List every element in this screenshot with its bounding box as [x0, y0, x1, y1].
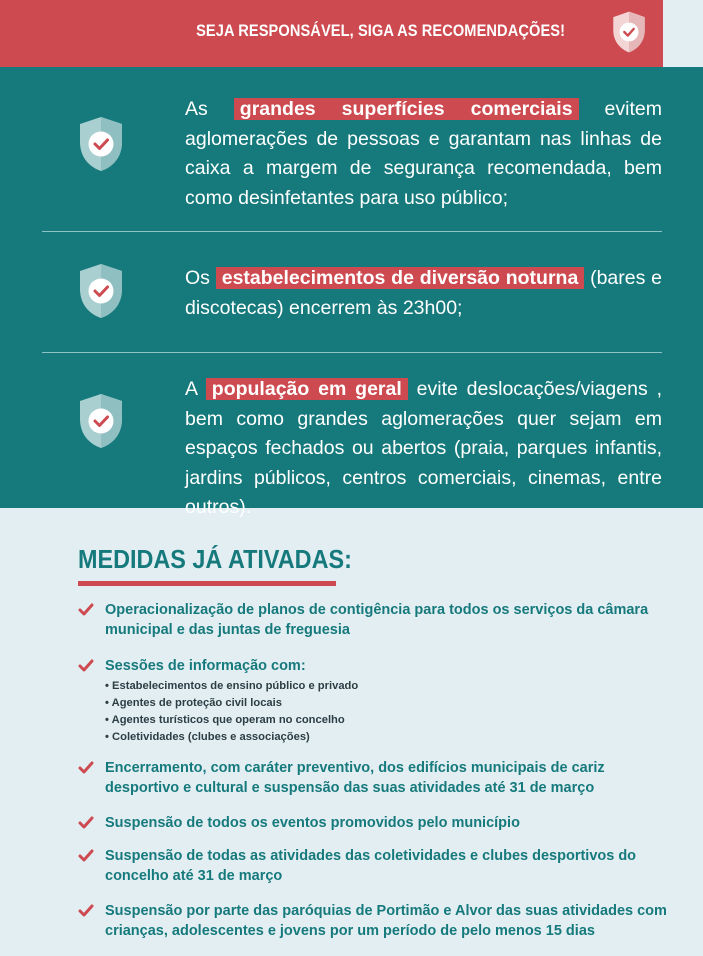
shield-check-icon — [77, 262, 125, 320]
divider — [42, 231, 662, 232]
title-underline — [78, 581, 336, 586]
check-icon — [78, 849, 94, 863]
divider — [42, 352, 662, 353]
top-banner — [0, 0, 663, 67]
measure-item — [78, 814, 678, 834]
sub-list — [105, 678, 678, 746]
measure-text: Operacionalização de planos de contigência para todos os serviços da câmara municipal e das juntas de freguesia — [105, 602, 649, 638]
banner-title: SEJA RESPONSÁVEL, SIGA AS RECOMENDAÇÕES! — [195, 21, 565, 40]
sub-list-item: • Estabelecimentos de ensino público e privado — [105, 678, 678, 695]
check-icon — [78, 816, 94, 830]
measure-item — [78, 847, 678, 886]
recommendation-text: Os estabelecimentos de diversão noturna (bares e discotecas) encerrem às 23h00; — [185, 267, 662, 319]
sub-list-item: • Agentes turísticos que operam no concelho — [105, 712, 678, 729]
shield-check-icon — [77, 115, 125, 173]
measure-item — [78, 902, 678, 941]
highlight: estabelecimentos de diversão noturna — [216, 267, 585, 289]
sub-list-item: • Coletividades (clubes e associações) — [105, 729, 678, 746]
shield-check-icon — [77, 392, 125, 450]
measure-text: Sessões de informação com: — [105, 658, 306, 674]
measure-item — [78, 657, 678, 746]
check-icon — [78, 761, 94, 775]
recommendations-panel — [0, 67, 703, 518]
check-icon — [78, 659, 94, 673]
check-icon — [78, 603, 94, 617]
measure-text: Suspensão de todas as atividades das coletividades e clubes desportivos do concelho até 31 de março — [105, 848, 637, 884]
measures-section — [0, 508, 703, 956]
sub-list-item: • Agentes de proteção civil locais — [105, 695, 678, 712]
shield-check-icon — [610, 10, 648, 54]
recommendation-text: A população em geral evite deslocações/viagens , bem como grandes aglomerações quer sejam em espaços fechados ou abertos (praia, parques infantis, jardins públicos, centros comerciais, cinemas, entre outros). — [185, 378, 662, 518]
measure-item — [78, 601, 678, 640]
measure-item — [78, 759, 678, 798]
check-icon — [78, 904, 94, 918]
measure-text: Encerramento, com caráter preventivo, dos edifícios municipais de cariz desportivo e cultural e suspensão das suas atividades até 31 de março — [105, 760, 605, 796]
highlight: grandes superfícies comerciais — [234, 98, 579, 120]
measure-text: Suspensão por parte das paróquias de Portimão e Alvor das suas atividades com crianças, adolescentes e jovens por um período de pelo menos 15 dias — [105, 903, 667, 939]
highlight: população em geral — [206, 378, 408, 400]
measures-title: MEDIDAS JÁ ATIVADAS: — [78, 544, 352, 574]
recommendation-text: As grandes superfícies comerciais evitem aglomerações de pessoas e garantam nas linhas de caixa a margem de segurança recomendada, bem como desinfetantes para uso público; — [185, 98, 662, 209]
measure-text: Suspensão de todos os eventos promovidos pelo município — [105, 815, 520, 831]
